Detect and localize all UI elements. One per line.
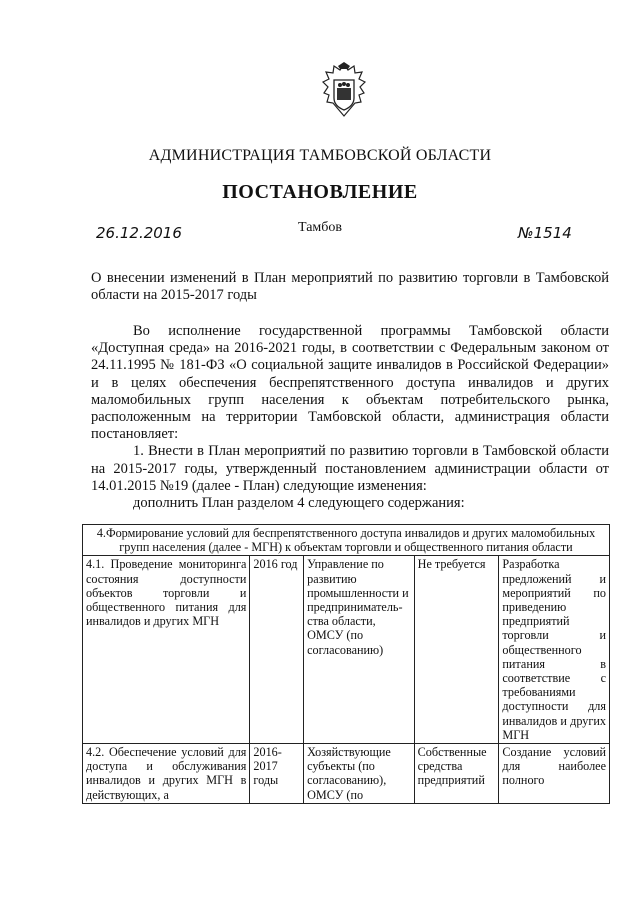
table-row <box>83 556 610 744</box>
document-type-title: ПОСТАНОВЛЕНИЕ <box>222 181 418 203</box>
plan-table <box>82 524 610 804</box>
result-cell: Разработка предложений и мероприятий по приведению предприятий торговли и общественного питания в соответствие с требованиями доступности для инвалидов и других МГН <box>499 556 610 744</box>
preamble-paragraph: Во исполнение государственной программы Тамбовской области «Доступная среда» на 2016-2021 годы, в соответствии с Федеральным законом от 24.11.1995 № 181-ФЗ «О социальной защите инвалидов в Российской Федерации» и в целях обеспечения беспрепятственного доступа инвалидов и других маломобильных групп населения к объектам потребительского рынка, расположенным на территории Тамбовской области, администрация области постановляет: <box>91 323 609 443</box>
table-section-header-row <box>83 525 610 556</box>
document-date: 26.12.2016 <box>96 224 182 242</box>
document-subject: О внесении изменений в План мероприятий по развитию торговли в Тамбовской области на 2015-2017 годы <box>91 270 609 303</box>
section-title-cell: 4.Формирование условий для беспрепятственного доступа инвалидов и других маломобильных групп населения (далее - МГН) к объектам торговли и общественного питания области <box>83 525 610 556</box>
amendment-intro: дополнить План разделом 4 следующего содержания: <box>133 495 465 512</box>
measure-cell: 4.2. Обеспечение условий для доступа и обслуживания инвалидов и других МГН в действующих, а <box>83 744 250 804</box>
document-city: Тамбов <box>297 220 342 235</box>
coat-of-arms-emblem <box>319 60 369 120</box>
result-cell: Создание условий для наиболее полного <box>499 744 610 804</box>
funding-cell: Не требуется <box>414 556 499 744</box>
organization-name: АДМИНИСТРАЦИЯ ТАМБОВСКОЙ ОБЛАСТИ <box>148 147 492 164</box>
period-cell: 2016-2017 годы <box>250 744 304 804</box>
period-cell: 2016 год <box>250 556 304 744</box>
executor-cell: Управление по развитию промышленности и предприниматель-ства области, ОМСУ (по согласованию) <box>304 556 415 744</box>
executor-cell: Хозяйствующие субъекты (по согласованию), ОМСУ (по <box>304 744 415 804</box>
item-1-paragraph: 1. Внести в План мероприятий по развитию торговли в Тамбовской области на 2015-2017 годы, утвержденный постановлением администрации области от 14.01.2015 №19 (далее - План) следующие изменения: <box>91 443 609 494</box>
measure-cell: 4.1. Проведение мониторинга состояния доступности объектов торговли и общественного питания для инвалидов и других МГН <box>83 556 250 744</box>
document-number: №1514 <box>518 224 572 242</box>
document-body <box>91 323 609 512</box>
funding-cell: Собственные средства предприятий <box>414 744 499 804</box>
table-row <box>83 744 610 804</box>
